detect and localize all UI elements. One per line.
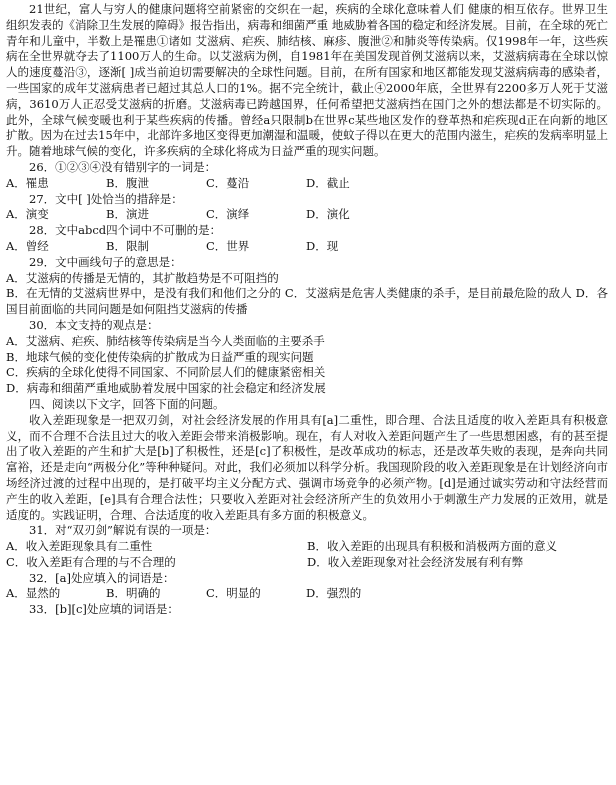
option-a[interactable]: A．艾滋病的传播是无情的，其扩散趋势是不可阻挡的 xyxy=(6,270,279,285)
option-c[interactable]: C．演绎 xyxy=(206,207,250,222)
option-a[interactable]: A．显然的 xyxy=(6,586,61,601)
option-d[interactable]: D．现 xyxy=(306,238,339,253)
question-stem: 33．[b][c]处应填的词语是： xyxy=(29,602,179,617)
question-stem: 26．①②③④没有错别字的一词是： xyxy=(29,159,217,174)
option-row xyxy=(6,555,608,571)
question-29 xyxy=(6,255,608,318)
option-a[interactable]: A．收入差距现象具有二重性 xyxy=(6,539,153,554)
option-b[interactable]: B．收入差距的出现具有积极和消极两方面的意义 xyxy=(307,539,557,554)
reading-passage-1: 21世纪，富人与穷人的健康问题将空前紧密的交织在一起，疾病的全球化意味着人们 健康的相互依存。世界卫生组织发表的《消除卫生发展的障碍》报告指出，病毒和细菌严重 地威胁着各国的稳定和经济发展。目前，在全球的死亡青年和儿童中，半数上是罹患①诸如 艾滋病、疟疾、肺结核、麻疹、腹泄②和肺炎等传染病。仅1998年一年，这些疾病在全世界就夺去了1100万人的生命。以艾滋病为例，自1981年在美国发现首例艾滋病以来，艾滋病病毒在全球以惊人的速度蔓沿③，逐渐[ ]成当前迫切需要解决的全球性问题。目前，在所有国家和地区都能发现艾滋病病毒的感染者，一些国家的成年艾滋病患者已超过其总人口的1%。据不完全统计，截止④2000年底，全世界有2200多万人死于艾滋病，3610万人正忍受艾滋病的折磨。艾滋病毒已跨越国界，任何希望把艾滋病挡在国门之外的想法都是不切实际的。此外，全球气候变暖也利于某些疾病的传播。曾经a只限制b在世界c某些地区发作的登革热和疟疾现d正在向新的地区扩散。因为在过去15年中，北部许多地区变得更加潮湿和温暖，使蚊子得以在更大的范围内滋生，疟疾的发病率明显上升。随着地球气候的变化，许多疾病的全球化将成为日益严重的现实问题。 xyxy=(6,2,608,159)
option-d[interactable]: D．演化 xyxy=(306,207,350,222)
question-stem: 27．文中[ ]处恰当的措辞是： xyxy=(29,191,183,206)
option-row xyxy=(6,586,608,602)
question-27 xyxy=(6,192,608,224)
question-30 xyxy=(6,318,608,397)
option-b[interactable]: B．演进 xyxy=(106,207,149,222)
option-a[interactable]: A．曾经 xyxy=(6,238,49,253)
option-b[interactable]: B．限制 xyxy=(106,238,149,253)
option-a[interactable]: A．艾滋病、疟疾、肺结核等传染病是当今人类面临的主要杀手 xyxy=(6,333,325,348)
option-b[interactable]: B．腹泄 xyxy=(106,175,149,190)
option-row xyxy=(6,207,608,223)
question-26 xyxy=(6,160,608,192)
option-c[interactable]: C．收入差距有合理的与不合理的 xyxy=(6,554,176,569)
question-stem: 28．文中abcd四个词中不可删的是： xyxy=(29,223,222,238)
question-31 xyxy=(6,523,608,570)
option-row xyxy=(6,239,608,255)
option-b-c-d[interactable]: B．在无情的艾滋病世界中，是没有我们和他们之分的 C．艾滋病是危害人类健康的杀手，是目前最危险的敌人 D．各国目前面临的共同问题是如何阻挡艾滋病的传播 xyxy=(6,286,608,317)
option-b[interactable]: B．明确的 xyxy=(106,586,161,601)
option-a[interactable]: A．演变 xyxy=(6,207,49,222)
option-c[interactable]: C．明显的 xyxy=(206,586,261,601)
option-row xyxy=(6,176,608,192)
option-b[interactable]: B．地球气候的变化使传染病的扩散成为日益严重的现实问题 xyxy=(6,349,314,364)
option-d[interactable]: D．截止 xyxy=(306,175,350,190)
section-4-title: 四、阅读以下文字，回答下面的问题。 xyxy=(29,396,225,411)
option-c[interactable]: C．蔓沿 xyxy=(206,175,250,190)
question-33 xyxy=(6,602,608,618)
question-stem: 32．[a]处应填入的词语是： xyxy=(29,570,175,585)
reading-passage-2: 收入差距现象是一把双刃剑，对社会经济发展的作用具有[a]二重性，即合理、合法且适度的收入差距具有积极意义，而不合理不合法且过大的收入差距会带来消极影响。现在，有人对收入差距问题产生了一些思想困惑，有的甚至提出了收入差距的产生和扩大是[b]了积极性，还是[c]了积极性，是改革成功的标志，还是改革失败的表现，是奔向共同富裕，还是走向“两极分化”等种种疑问。对此，我们必须加以科学分析。我国现阶段的收入差距现象是在计划经济向市场经济过渡的过程中出现的，是打破平均主义分配方式、强调市场竞争的必须产物。[d]是通过诚实劳动和守法经营而产生的收入差距，[e]具有合理合法性；只要收入差距对社会经济所产生的负效用小于刺激生产力发展的正效用，就是适度的。实践证明，合理、合法适度的收入差距具有多方面的积极意义。 xyxy=(6,412,608,522)
option-d[interactable]: D．病毒和细菌严重地威胁着发展中国家的社会稳定和经济发展 xyxy=(6,381,326,396)
option-d[interactable]: D．强烈的 xyxy=(306,586,362,601)
option-a[interactable]: A．罹患 xyxy=(6,175,49,190)
question-stem: 31．对“双刃剑”解说有误的一项是： xyxy=(29,523,217,538)
question-stem: 30．本文支持的观点是： xyxy=(29,317,159,332)
option-c[interactable]: C．世界 xyxy=(206,238,250,253)
option-c[interactable]: C．疾病的全球化使得不同国家、不同阶层人们的健康紧密相关 xyxy=(6,365,326,380)
option-d[interactable]: D．收入差距现象对社会经济发展有利有弊 xyxy=(307,554,524,569)
option-row xyxy=(6,539,608,555)
question-stem: 29．文中画线句子的意思是： xyxy=(29,254,182,269)
question-32 xyxy=(6,571,608,603)
question-28 xyxy=(6,223,608,255)
